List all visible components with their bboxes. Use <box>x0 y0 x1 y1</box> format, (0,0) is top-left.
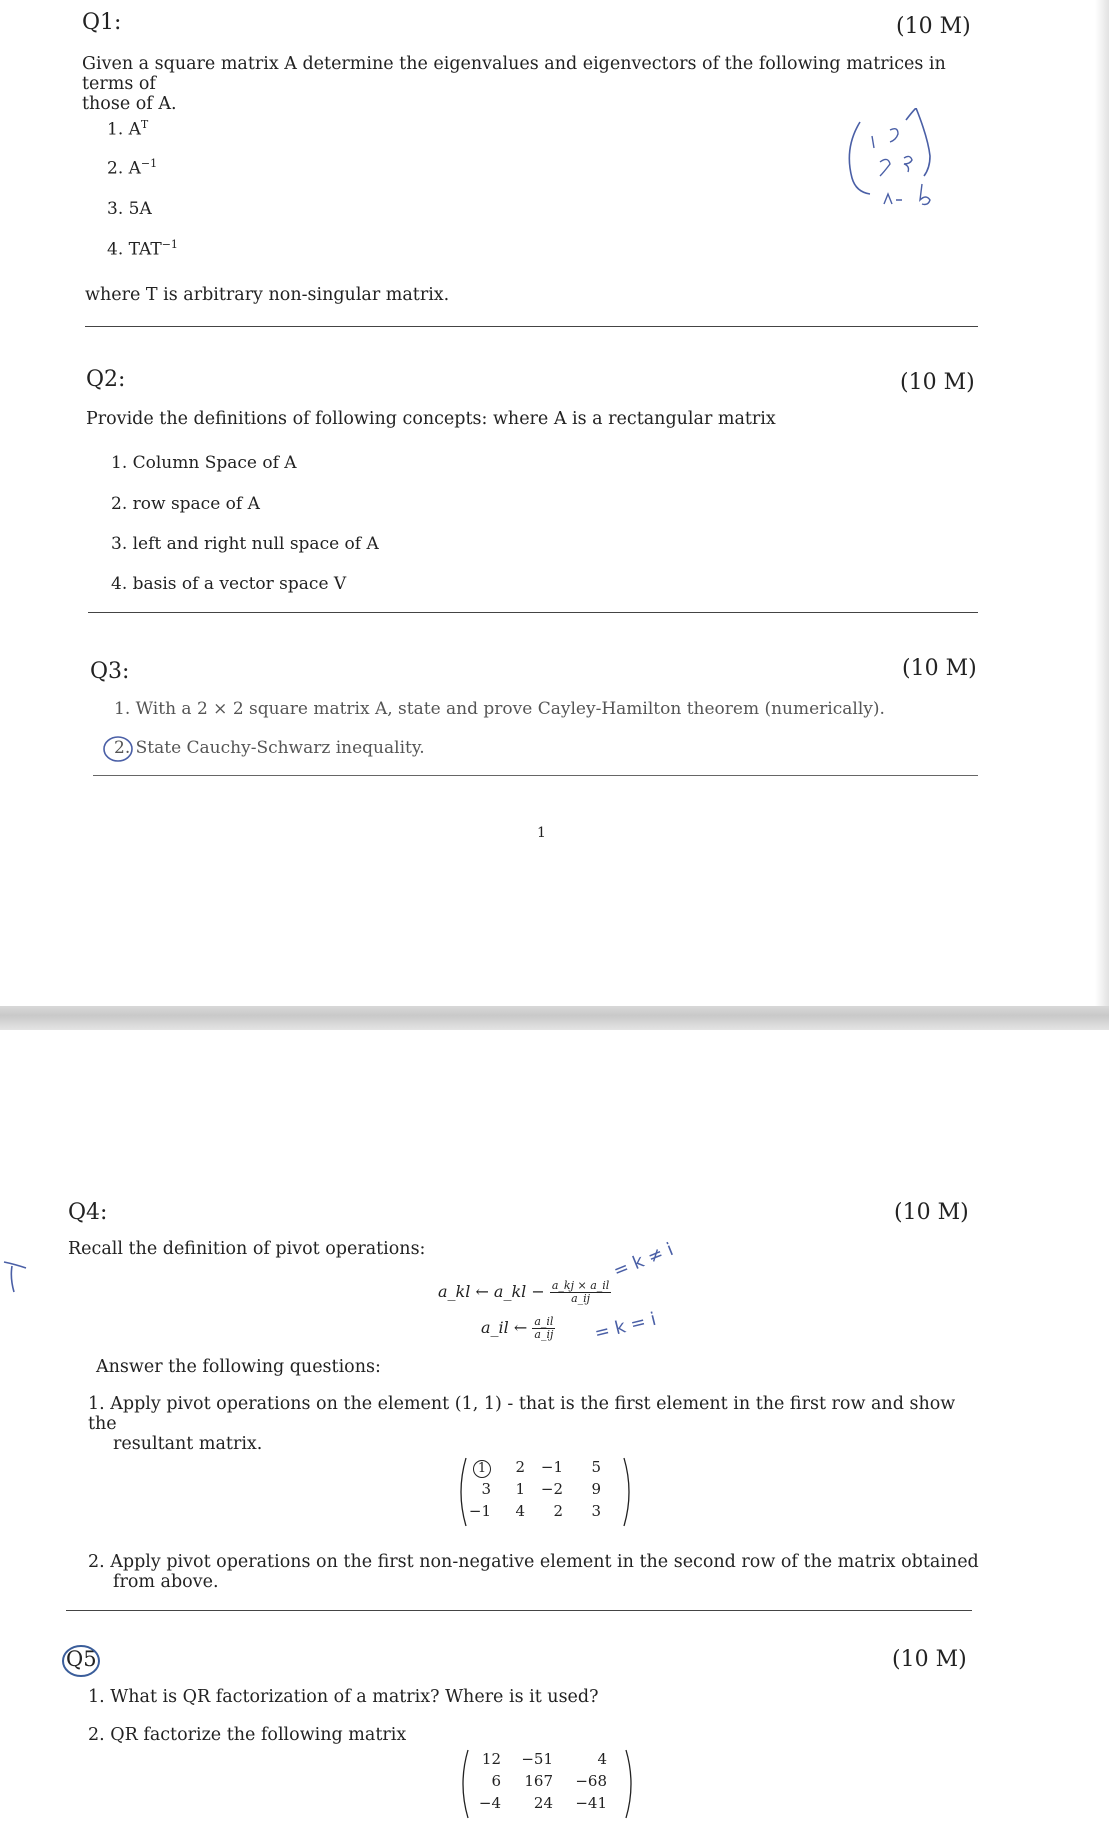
q5-label: Q5 <box>66 1647 97 1671</box>
q3-item-1: 1. With a 2 × 2 square matrix A, state and prove Cayley-Hamilton theorem (numerically). <box>114 699 885 719</box>
q4-marks: (10 M) <box>894 1200 969 1225</box>
q4-matrix <box>455 1456 635 1528</box>
q1-label: Q1: <box>82 10 122 35</box>
matrix-cell: −68 <box>575 1772 607 1790</box>
q4-intro: Recall the definition of pivot operations: <box>68 1239 426 1259</box>
matrix-cell: 24 <box>533 1794 553 1812</box>
q2-item-4: 4. basis of a vector space V <box>111 574 347 594</box>
q3-marks: (10 M) <box>902 656 977 681</box>
handwritten-sketch <box>830 108 970 218</box>
pivot-formula-2: a_il ← $\frac{a\_il}{a\_ij}$ <box>481 1315 554 1341</box>
q2-intro: Provide the definitions of following concepts: where A is a rectangular matrix <box>86 409 776 429</box>
exam-page-2 <box>0 1030 1109 1829</box>
divider <box>85 326 978 327</box>
q1-intro-line1: Given a square matrix A determine the eigenvalues and eigenvectors of the following matrices in terms of <box>82 54 946 94</box>
matrix-cell: 9 <box>591 1480 601 1498</box>
q4-item-1-line2: resultant matrix. <box>113 1434 263 1454</box>
matrix-cell: −1 <box>540 1458 563 1476</box>
q2-item-3: 3. left and right null space of A <box>111 534 379 554</box>
handwritten-note-1: = k ≠ i <box>610 1239 677 1282</box>
q5-item-2: 2. QR factorize the following matrix <box>88 1725 407 1745</box>
matrix-cell: 5 <box>591 1458 601 1476</box>
q1-intro-line2: those of A. <box>82 94 177 114</box>
matrix-cell: 4 <box>597 1750 607 1768</box>
q1-marks: (10 M) <box>896 14 971 39</box>
q5-matrix <box>457 1748 637 1820</box>
matrix-cell: −4 <box>478 1794 501 1812</box>
q1-item-3: 3. 5A <box>107 199 152 219</box>
page-number: 1 <box>537 825 546 841</box>
q3-label: Q3: <box>90 659 130 684</box>
handwritten-circle <box>100 734 136 764</box>
divider <box>66 1610 972 1611</box>
matrix-cell: 12 <box>481 1750 501 1768</box>
q4-item-2 <box>88 1552 998 1592</box>
matrix-cell: 167 <box>524 1772 553 1790</box>
matrix-cell: −2 <box>540 1480 563 1498</box>
matrix-cell: −51 <box>521 1750 553 1768</box>
handwritten-circle <box>59 1642 107 1680</box>
q1-footer: where T is arbitrary non-singular matrix. <box>85 285 450 305</box>
q4-item-1 <box>88 1394 988 1454</box>
q2-item-1: 1. Column Space of A <box>111 453 297 473</box>
matrix-cell: 3 <box>591 1502 601 1520</box>
q1-item-2: 2. $A^{-1}$ <box>107 157 158 179</box>
q4-label: Q4: <box>68 1200 108 1225</box>
pen-mark <box>2 1258 32 1298</box>
pivot-formula-1: a_kl ← a_kl − $\frac{a\_kj \times a\_il}{a\_ij}$ <box>438 1279 610 1305</box>
matrix-cell: 1 <box>515 1480 525 1498</box>
q4-answer-intro: Answer the following questions: <box>96 1357 381 1377</box>
q1-item-1: 1. $A^T$ <box>107 118 149 140</box>
q1-intro <box>82 54 982 114</box>
q4-item-2-line1: 2. Apply pivot operations on the first non-negative element in the second row of the matrix obtained <box>88 1552 979 1572</box>
q3-item-2: 2. State Cauchy-Schwarz inequality. <box>114 738 425 758</box>
handwritten-note-2: = k = i <box>592 1308 659 1345</box>
divider <box>88 612 978 613</box>
matrix-cell: 6 <box>491 1772 501 1790</box>
matrix-cell: 2 <box>553 1502 563 1520</box>
page-edge <box>1095 0 1109 1006</box>
matrix-cell: 2 <box>515 1458 525 1476</box>
q5-marks: (10 M) <box>892 1647 967 1672</box>
matrix-cell: 4 <box>515 1502 525 1520</box>
q2-item-2: 2. row space of A <box>111 494 260 514</box>
page-separator <box>0 1006 1109 1030</box>
q2-label: Q2: <box>86 367 126 392</box>
matrix-cell: −1 <box>468 1502 491 1520</box>
q1-item-4: 4. $TAT^{-1}$ <box>107 238 178 260</box>
matrix-cell: −41 <box>575 1794 607 1812</box>
q2-marks: (10 M) <box>900 370 975 395</box>
q4-item-1-line1: 1. Apply pivot operations on the element (1, 1) - that is the first element in the first row and show the <box>88 1394 956 1434</box>
q5-item-1: 1. What is QR factorization of a matrix? Where is it used? <box>88 1687 599 1707</box>
q4-item-2-line2: from above. <box>113 1572 219 1592</box>
divider <box>93 775 978 776</box>
matrix-cell: 1 <box>455 1458 491 1478</box>
matrix-cell: 3 <box>481 1480 491 1498</box>
